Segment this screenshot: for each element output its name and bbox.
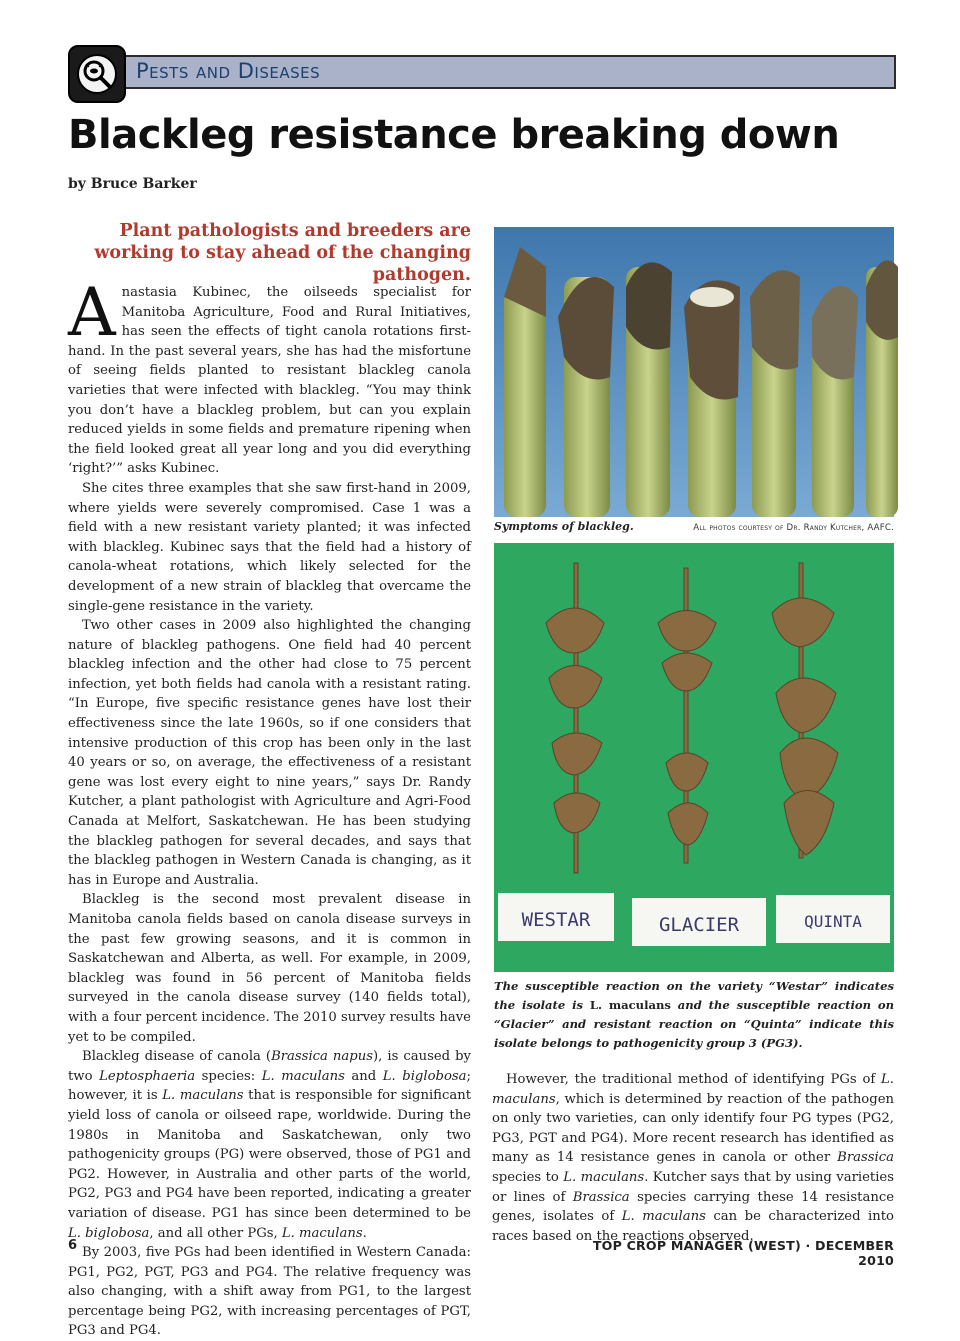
blackleg-stems-illustration <box>494 227 894 517</box>
body-column-right <box>492 1070 895 1244</box>
paragraph-7: However, the traditional method of identifying PGs of L. maculans, which is determined by reaction of the pathogen on only two varieties, can only identify four PG types (PG2, PG3, PGT and PG4). More recent research has identified as many as 14 resistance genes in canola or other Brassica species to L. maculans. Kutcher says that by using varieties or lines of Brassica species carrying these 14 resistance genes, isolates of L. maculans can be characterized into races based on the reactions observed. <box>492 1072 895 1244</box>
paragraph-2: She cites three examples that she saw first-hand in 2009, where yields were severely compromised. Case 1 was a field with a new resistant variety planted; it was infected with blackleg. Kubinec says that the field had a history of canola-wheat rotations, which likely selected for the development of a new strain of blackleg that overcame the single-gene resistance in the variety. <box>68 480 471 614</box>
paragraph-3: Two other cases in 2009 also highlighted the changing nature of blackleg pathogens. One field had 40 percent blackleg infection and the other had close to 75 percent infection, yet both fields had canola with a resistant rating. “In Europe, five specific resistance genes have lost their effectiveness since the late 1960s, so if one considers that intensive production of this crop has been only in the last 40 years or so, on average, the effectiveness of a resistant gene was lost every eight to nine years,” says Dr. Randy Kutcher, a plant pathologist with Agriculture and Agri-Food Canada at Melfort, Saskatchewan. He has been studying the blackleg pathogen for several decades, and says that the blackleg pathogen in Western Canada is changing, as it has in Europe and Australia. <box>68 618 471 888</box>
page-number: 6 <box>68 1238 78 1253</box>
article-byline: by Bruce Barker <box>68 176 197 192</box>
body-column-left <box>68 274 472 1339</box>
paragraph-4: Blackleg is the second most prevalent disease in Manitoba canola fields based on canola disease surveys in the past few growing seasons, and it is common in Saskatchewan and Alberta, as well. For example, in 2009, blackleg was found in 56 percent of Manitoba fields surveyed in the canola disease survey (140 fields total), with a four percent incidence. The 2010 survey results have yet to be compiled. <box>68 892 471 1045</box>
section-logo <box>68 45 126 103</box>
photo1-caption: Symptoms of blackleg. <box>494 520 634 533</box>
paragraph-5: Blackleg disease of canola (Brassica napus), is caused by two Leptosphaeria species: L. maculans and L. biglobosa; however, it is L. maculans that is responsible for significant yield loss of canola or oilseed rape, worldwide. During the 1980s in Manitoba and Saskatchewan, only two pathogenicity groups (PG) were observed, those of PG1 and PG2. However, in Australia and other parts of the world, PG2, PG3 and PG4 have been reported, indicating a greater variation of disease. PG1 has since been determined to be L. biglobosa, and all other PGs, L. maculans. <box>68 1049 472 1241</box>
drop-cap: A <box>68 274 116 351</box>
photo-cotyledon-reactions <box>494 543 894 972</box>
article-headline: Blackleg resistance breaking down <box>68 112 840 158</box>
publication-footer: TOP CROP MANAGER (WEST) · DECEMBER 2010 <box>592 1238 894 1268</box>
paragraph-1: Anastasia Kubinec, the oilseeds specialist for Manitoba Agriculture, Food and Rural Initiatives, has seen the effects of tight canola rotations first-hand. In the past several years, she has had the misfortune of seeing fields planted to resistant blackleg canola varieties that were infected with blackleg. “You may think you don’t have a blackleg problem, but can you explain reduced yields in some fields and premature ripening when the field looked great all year long and you did everything ‘right?’” asks Kubinec. <box>68 274 471 477</box>
label-westar: WESTAR <box>521 909 591 931</box>
bug-magnifier-icon <box>75 52 119 96</box>
label-quinta: QUINTA <box>804 912 862 931</box>
article-deck: Plant pathologists and breeders are working to stay ahead of the changing pathogen. <box>94 221 471 285</box>
photo-blackleg-stems <box>494 227 894 517</box>
photo-credit: All photos courtesy of Dr. Randy Kutcher, AAFC. <box>693 523 894 533</box>
section-title: Pests and Diseases <box>136 59 321 83</box>
photo2-caption: The susceptible reaction on the variety “Westar” indicates the isolate is L. maculans and the susceptible reaction on “Glacier” and resistant reaction on “Quinta” indicate this isolate belongs to pathogenicity group 3 (PG3). <box>494 979 895 1050</box>
cotyledon-reactions-illustration <box>494 543 894 972</box>
label-glacier: GLACIER <box>658 914 740 936</box>
paragraph-6: By 2003, five PGs had been identified in Western Canada: PG1, PG2, PGT, PG3 and PG4. The relative frequency was also changing, with a shift away from PG1, to the largest percentage being PG2, with increasing percentages of PGT, PG3 and PG4. <box>68 1245 471 1339</box>
